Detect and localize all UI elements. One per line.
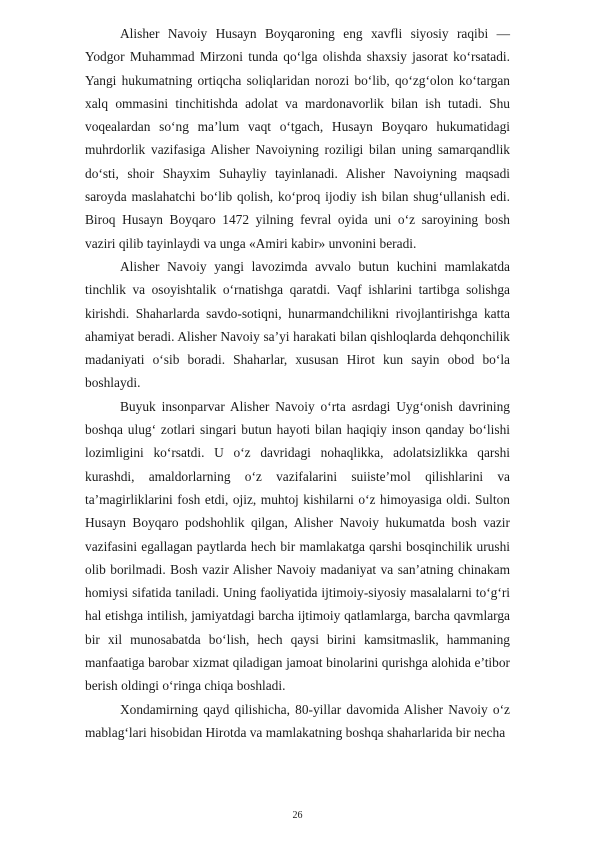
paragraph: Xondamirning qayd qilishicha, 80-yillar davomida Alisher Navoiy o‘z mablag‘lari hisobidan Hirotda va mamlakatning boshqa shaharlarida bir necha bbox=[85, 701, 510, 740]
paragraph: Buyuk insonparvar Alisher Navoiy o‘rta asrdagi Uyg‘onish davrining boshqa ulug‘ zotlari singari butun hayoti bilan haqiqiy inson qanday bo‘lishi lozimligini ko‘rsatdi. U o‘z davridagi nohaqlikka, adolatsizlikka qarshi kurashdi, amaldorlarning o‘z vazifalarini suiiste’mol qilishlarini va ta’magirliklarini fosh etdi, ojiz, muhtoj kishilarni o‘z himoyasiga oldi. Sulton Husayn Boyqaro podshohlik qilgan, Alisher Navoiy hukumatda bosh vazir vazifasini egallagan paytlarda hech bir mamlakatga qarshi bosqinchilik urushi olib borilmadi. Bosh vazir Alisher Navoiy madaniyat va san’atning chinakam homiysi sifatida taniladi. Uning faoliyatida ijtimoiy-siyosiy masalalarni to‘g‘ri hal etishga intilish, jamiyatdagi barcha ijtimoiy qatlamlarga, barcha qavmlarga bir xil munosabatda bo‘lish, hech qaysi birini kamsitmaslik, hammaning manfaatiga barobar xizmat qiladigan jamoat binolarini qurishga alohida e’tibor berish oldingi o‘ringa chiqa boshladi. bbox=[85, 398, 510, 694]
paragraph: Alisher Navoiy yangi lavozimda avvalo butun kuchini mamlakatda tinchlik va osoyishtalik o‘rnatishga qaratdi. Vaqf ishlarini tartibga solishga kirishdi. Shaharlarda savdo-sotiqni, hunarmandchilikni rivojlantirishga katta ahamiyat beradi. Alisher Navoiy sa’yi harakati bilan qishloqlarda dehqonchilik madaniyati o‘sib boradi. Shaharlar, xususan Hirot kun sayin obod bo‘la boshlaydi. bbox=[85, 258, 510, 391]
body-text bbox=[85, 22, 510, 744]
paragraph: Alisher Navoiy Husayn Boyqaroning eng xavfli siyosiy raqibi — Yodgor Muhammad Mirzoni tunda qo‘lga olishda shaxsiy jasorat ko‘rsatadi. Yangi hukumatning ortiqcha soliqlaridan norozi bo‘lib, qo‘zg‘olon ko‘targan xalq ommasini tinchitishda adolat va mardonavorlik bilan ish tutadi. Shu voqealardan so‘ng ma’lum vaqt o‘tgach, Husayn Boyqaro hukumatidagi muhrdorlik vazifasiga Alisher Navoiyning roziligi bilan uning samarqandlik do‘sti, shoir Shayxim Suhayliy tayinlanadi. Alisher Navoiyning maqsadi saroyda maslahatchi bo‘lib qolish, ko‘proq ijodiy ish bilan shug‘ullanish edi. Biroq Husayn Boyqaro 1472 yilning fevral oyida uni o‘z saroyining bosh vaziri qilib tayinlaydi va unga «Amiri kabir» unvonini beradi. bbox=[85, 26, 510, 251]
page-number: 26 bbox=[292, 810, 303, 821]
